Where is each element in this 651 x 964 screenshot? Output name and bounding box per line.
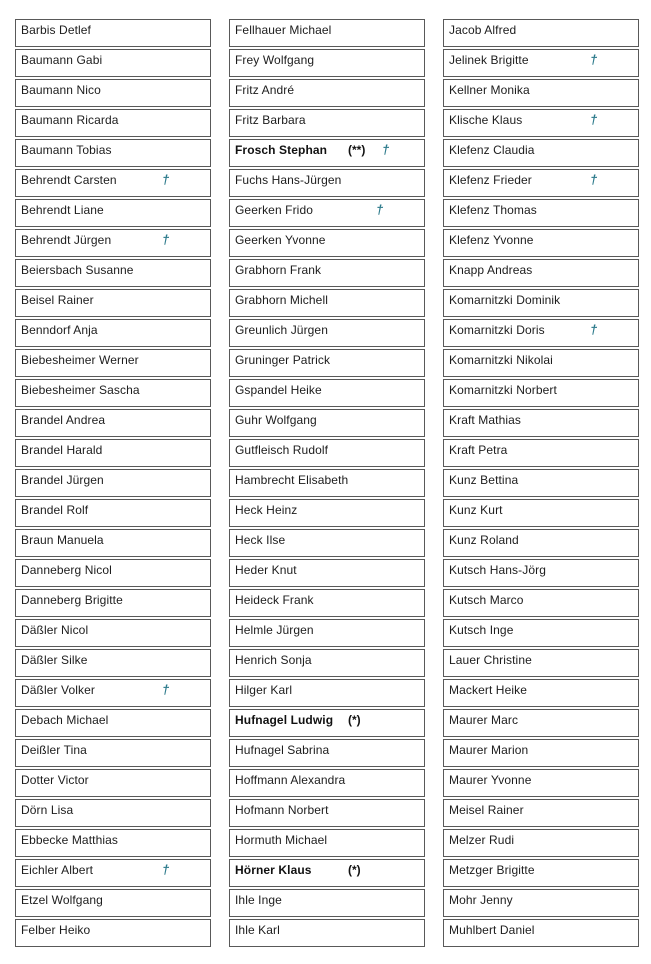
- person-name: Greunlich Jürgen: [235, 323, 328, 337]
- list-item: [443, 19, 639, 47]
- person-name: Hufnagel Sabrina: [235, 743, 330, 757]
- name-list-columns: [15, 19, 639, 949]
- person-name: Frey Wolfgang: [235, 53, 315, 67]
- name-column-1: [15, 19, 211, 949]
- list-item: [229, 919, 425, 947]
- person-name: Heck Ilse: [235, 533, 286, 547]
- list-item: [443, 589, 639, 617]
- person-name: Brandel Rolf: [21, 503, 89, 517]
- person-name: Klische Klaus: [449, 113, 523, 127]
- list-item: [229, 109, 425, 137]
- person-name: Jelinek Brigitte: [449, 53, 529, 67]
- person-name: Baumann Ricarda: [21, 113, 119, 127]
- person-name: Heck Heinz: [235, 503, 298, 517]
- list-item: [229, 409, 425, 437]
- person-name: Beisel Rainer: [21, 293, 94, 307]
- person-name: Braun Manuela: [21, 533, 104, 547]
- person-name: Komarnitzki Doris: [449, 323, 545, 337]
- list-item: [443, 649, 639, 677]
- person-name: Kraft Mathias: [449, 413, 521, 427]
- list-item: [229, 589, 425, 617]
- list-item: [15, 379, 211, 407]
- person-name: Benndorf Anja: [21, 323, 98, 337]
- person-name: Maurer Marc: [449, 713, 519, 727]
- person-name: Etzel Wolfgang: [21, 893, 103, 907]
- dagger-icon: †: [590, 172, 598, 187]
- list-item: [443, 259, 639, 287]
- person-name: Fritz André: [235, 83, 295, 97]
- list-item: [15, 799, 211, 827]
- person-name: Baumann Nico: [21, 83, 101, 97]
- list-item: [229, 739, 425, 767]
- list-item: [15, 469, 211, 497]
- list-item: [443, 289, 639, 317]
- person-name: Brandel Andrea: [21, 413, 106, 427]
- list-item: [15, 859, 211, 887]
- list-item: [229, 529, 425, 557]
- person-name: Komarnitzki Dominik: [449, 293, 561, 307]
- person-name: Frosch Stephan: [235, 143, 328, 157]
- person-name: Henrich Sonja: [235, 653, 312, 667]
- person-name: Dotter Victor: [21, 773, 89, 787]
- person-name: Kutsch Hans-Jörg: [449, 563, 546, 577]
- list-item: [443, 349, 639, 377]
- list-item: [15, 829, 211, 857]
- person-name: Kunz Bettina: [449, 473, 519, 487]
- person-name: Jacob Alfred: [449, 23, 517, 37]
- list-item: [15, 559, 211, 587]
- list-item: [229, 349, 425, 377]
- list-item: [443, 79, 639, 107]
- list-item: [443, 379, 639, 407]
- person-name: Melzer Rudi: [449, 833, 515, 847]
- dagger-icon: †: [162, 232, 170, 247]
- dagger-icon: †: [590, 112, 598, 127]
- list-item: [229, 859, 425, 887]
- list-item: [229, 379, 425, 407]
- person-name: Mackert Heike: [449, 683, 527, 697]
- list-item: [15, 49, 211, 77]
- person-name: Deißler Tina: [21, 743, 87, 757]
- list-item: [443, 619, 639, 647]
- person-name: Ihle Inge: [235, 893, 282, 907]
- person-name: Biebesheimer Sascha: [21, 383, 140, 397]
- person-name: Ebbecke Matthias: [21, 833, 118, 847]
- list-item: [15, 169, 211, 197]
- list-item: [443, 889, 639, 917]
- list-item: [443, 49, 639, 77]
- person-name: Klefenz Yvonne: [449, 233, 534, 247]
- list-item: [15, 709, 211, 737]
- person-name: Hormuth Michael: [235, 833, 328, 847]
- list-item: [443, 919, 639, 947]
- person-name: Brandel Harald: [21, 443, 103, 457]
- list-item: [15, 769, 211, 797]
- person-name: Hofmann Norbert: [235, 803, 329, 817]
- list-item: [443, 799, 639, 827]
- list-item: [15, 889, 211, 917]
- person-name: Komarnitzki Nikolai: [449, 353, 553, 367]
- list-item: [15, 319, 211, 347]
- list-item: [15, 79, 211, 107]
- list-item: [443, 499, 639, 527]
- person-name: Fuchs Hans-Jürgen: [235, 173, 342, 187]
- person-name: Gruninger Patrick: [235, 353, 331, 367]
- list-item: [229, 799, 425, 827]
- dagger-icon: †: [590, 322, 598, 337]
- list-item: [15, 679, 211, 707]
- asterisk-marker: (*): [348, 863, 361, 877]
- list-item: [443, 439, 639, 467]
- list-item: [229, 139, 425, 167]
- list-item: [229, 649, 425, 677]
- list-item: [443, 109, 639, 137]
- person-name: Mohr Jenny: [449, 893, 513, 907]
- person-name: Behrendt Liane: [21, 203, 104, 217]
- person-name: Dörn Lisa: [21, 803, 74, 817]
- person-name: Kellner Monika: [449, 83, 530, 97]
- list-item: [15, 229, 211, 257]
- person-name: Muhlbert Daniel: [449, 923, 535, 937]
- person-name: Biebesheimer Werner: [21, 353, 139, 367]
- list-item: [229, 169, 425, 197]
- dagger-icon: †: [162, 862, 170, 877]
- name-column-2: [229, 19, 425, 949]
- person-name: Lauer Christine: [449, 653, 532, 667]
- person-name: Hörner Klaus: [235, 863, 312, 877]
- person-name: Däßler Silke: [21, 653, 88, 667]
- list-item: [229, 679, 425, 707]
- person-name: Kunz Roland: [449, 533, 519, 547]
- list-item: [15, 199, 211, 227]
- person-name: Maurer Yvonne: [449, 773, 532, 787]
- person-name: Heder Knut: [235, 563, 297, 577]
- list-item: [15, 19, 211, 47]
- person-name: Debach Michael: [21, 713, 109, 727]
- list-item: [443, 769, 639, 797]
- person-name: Fellhauer Michael: [235, 23, 332, 37]
- list-item: [15, 589, 211, 617]
- list-item: [229, 49, 425, 77]
- list-item: [15, 499, 211, 527]
- list-item: [229, 829, 425, 857]
- list-item: [229, 709, 425, 737]
- list-item: [443, 829, 639, 857]
- list-item: [229, 289, 425, 317]
- person-name: Däßler Volker: [21, 683, 95, 697]
- list-item: [15, 619, 211, 647]
- person-name: Kraft Petra: [449, 443, 508, 457]
- list-item: [229, 259, 425, 287]
- list-item: [15, 259, 211, 287]
- list-item: [229, 319, 425, 347]
- list-item: [229, 889, 425, 917]
- person-name: Maurer Marion: [449, 743, 529, 757]
- list-item: [229, 499, 425, 527]
- person-name: Hambrecht Elisabeth: [235, 473, 349, 487]
- person-name: Gspandel Heike: [235, 383, 322, 397]
- person-name: Brandel Jürgen: [21, 473, 104, 487]
- list-item: [443, 319, 639, 347]
- list-item: [443, 859, 639, 887]
- person-name: Helmle Jürgen: [235, 623, 314, 637]
- person-name: Ihle Karl: [235, 923, 280, 937]
- person-name: Kutsch Marco: [449, 593, 524, 607]
- list-item: [443, 739, 639, 767]
- person-name: Guhr Wolfgang: [235, 413, 317, 427]
- person-name: Klefenz Frieder: [449, 173, 532, 187]
- list-item: [443, 709, 639, 737]
- list-item: [443, 409, 639, 437]
- asterisk-marker: (**): [348, 143, 366, 157]
- list-item: [15, 109, 211, 137]
- dagger-icon: †: [376, 202, 384, 217]
- list-item: [15, 409, 211, 437]
- list-item: [443, 229, 639, 257]
- asterisk-marker: (*): [348, 713, 361, 727]
- list-item: [229, 199, 425, 227]
- list-item: [443, 679, 639, 707]
- person-name: Klefenz Thomas: [449, 203, 537, 217]
- list-item: [229, 19, 425, 47]
- list-item: [15, 739, 211, 767]
- person-name: Grabhorn Michell: [235, 293, 328, 307]
- person-name: Behrendt Carsten: [21, 173, 117, 187]
- name-column-3: [443, 19, 639, 949]
- list-item: [15, 289, 211, 317]
- person-name: Kutsch Inge: [449, 623, 514, 637]
- dagger-icon: †: [590, 52, 598, 67]
- person-name: Hoffmann Alexandra: [235, 773, 346, 787]
- list-item: [15, 349, 211, 377]
- list-item: [229, 439, 425, 467]
- person-name: Kunz Kurt: [449, 503, 503, 517]
- dagger-icon: †: [162, 172, 170, 187]
- list-item: [15, 649, 211, 677]
- person-name: Felber Heiko: [21, 923, 91, 937]
- list-item: [15, 529, 211, 557]
- list-item: [443, 529, 639, 557]
- person-name: Heideck Frank: [235, 593, 314, 607]
- person-name: Hilger Karl: [235, 683, 293, 697]
- person-name: Danneberg Brigitte: [21, 593, 123, 607]
- person-name: Meisel Rainer: [449, 803, 524, 817]
- dagger-icon: †: [162, 682, 170, 697]
- person-name: Geerken Frido: [235, 203, 313, 217]
- person-name: Fritz Barbara: [235, 113, 306, 127]
- person-name: Metzger Brigitte: [449, 863, 535, 877]
- list-item: [229, 469, 425, 497]
- person-name: Hufnagel Ludwig: [235, 713, 334, 727]
- person-name: Beiersbach Susanne: [21, 263, 134, 277]
- list-item: [443, 139, 639, 167]
- person-name: Baumann Gabi: [21, 53, 103, 67]
- list-item: [229, 229, 425, 257]
- person-name: Däßler Nicol: [21, 623, 89, 637]
- person-name: Eichler Albert: [21, 863, 94, 877]
- person-name: Geerken Yvonne: [235, 233, 326, 247]
- person-name: Grabhorn Frank: [235, 263, 322, 277]
- list-item: [229, 619, 425, 647]
- list-item: [229, 769, 425, 797]
- list-item: [15, 439, 211, 467]
- dagger-icon: †: [382, 142, 390, 157]
- person-name: Klefenz Claudia: [449, 143, 535, 157]
- person-name: Behrendt Jürgen: [21, 233, 112, 247]
- person-name: Komarnitzki Norbert: [449, 383, 557, 397]
- list-item: [229, 79, 425, 107]
- list-item: [443, 559, 639, 587]
- person-name: Baumann Tobias: [21, 143, 112, 157]
- list-item: [15, 919, 211, 947]
- list-item: [443, 169, 639, 197]
- person-name: Danneberg Nicol: [21, 563, 112, 577]
- list-item: [15, 139, 211, 167]
- list-item: [229, 559, 425, 587]
- person-name: Knapp Andreas: [449, 263, 533, 277]
- person-name: Barbis Detlef: [21, 23, 91, 37]
- person-name: Gutfleisch Rudolf: [235, 443, 329, 457]
- list-item: [443, 469, 639, 497]
- list-item: [443, 199, 639, 227]
